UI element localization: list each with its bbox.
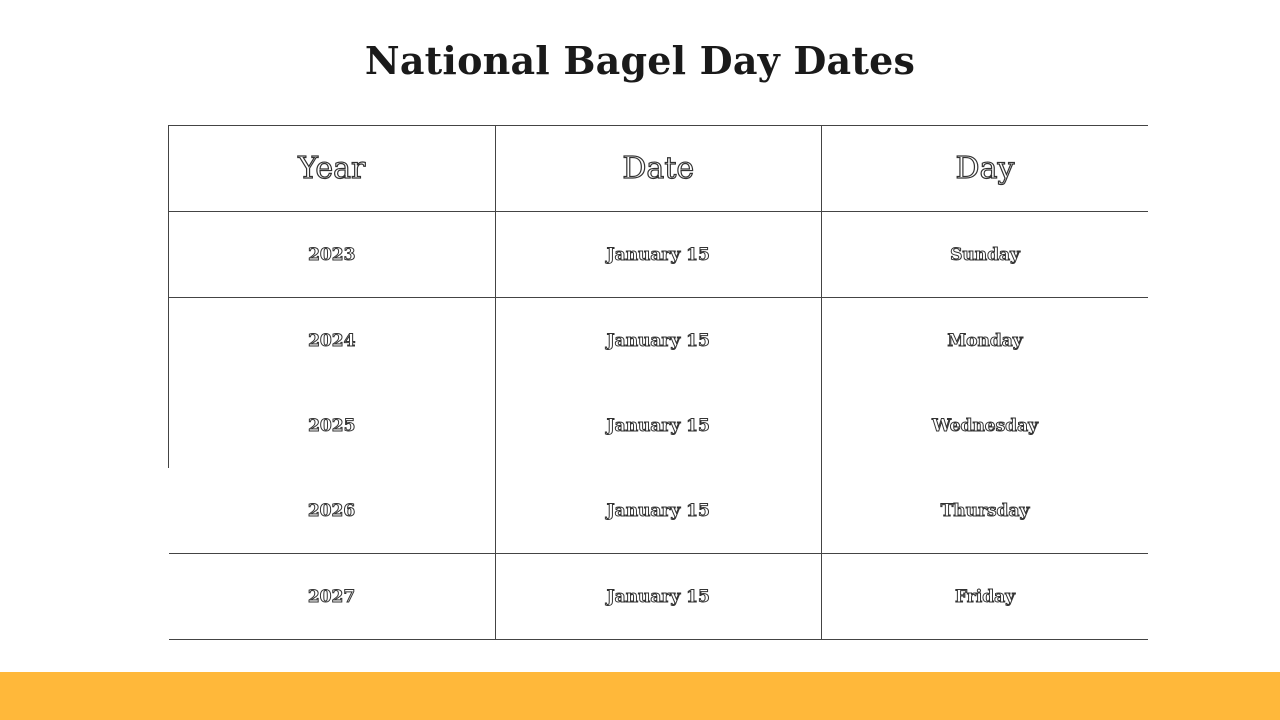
table-row — [169, 554, 1149, 640]
cell-date: January 15 — [495, 298, 822, 384]
cell-year: 2024 — [169, 298, 496, 384]
table-header-row — [169, 126, 1149, 212]
cell-day: Wednesday — [822, 383, 1149, 468]
cell-year: 2023 — [169, 212, 496, 298]
table-row — [169, 298, 1149, 384]
footer-accent-bar — [0, 672, 1280, 720]
cell-year: 2027 — [169, 554, 496, 640]
cell-day: Monday — [822, 298, 1149, 384]
page-title: National Bagel Day Dates — [364, 38, 916, 83]
table-row — [169, 468, 1149, 554]
cell-year: 2026 — [169, 468, 496, 554]
header-day: Day — [822, 126, 1149, 212]
cell-day: Thursday — [822, 468, 1149, 554]
table-row — [169, 212, 1149, 298]
bagel-day-table-container — [168, 125, 1148, 640]
table-row — [169, 383, 1149, 468]
cell-date: January 15 — [495, 212, 822, 298]
cell-date: January 15 — [495, 383, 822, 468]
header-year: Year — [169, 126, 496, 212]
cell-date: January 15 — [495, 554, 822, 640]
cell-date: January 15 — [495, 468, 822, 554]
bagel-day-table — [168, 125, 1148, 640]
cell-year: 2025 — [169, 383, 496, 468]
cell-day: Friday — [822, 554, 1149, 640]
cell-day: Sunday — [822, 212, 1149, 298]
header-date: Date — [495, 126, 822, 212]
